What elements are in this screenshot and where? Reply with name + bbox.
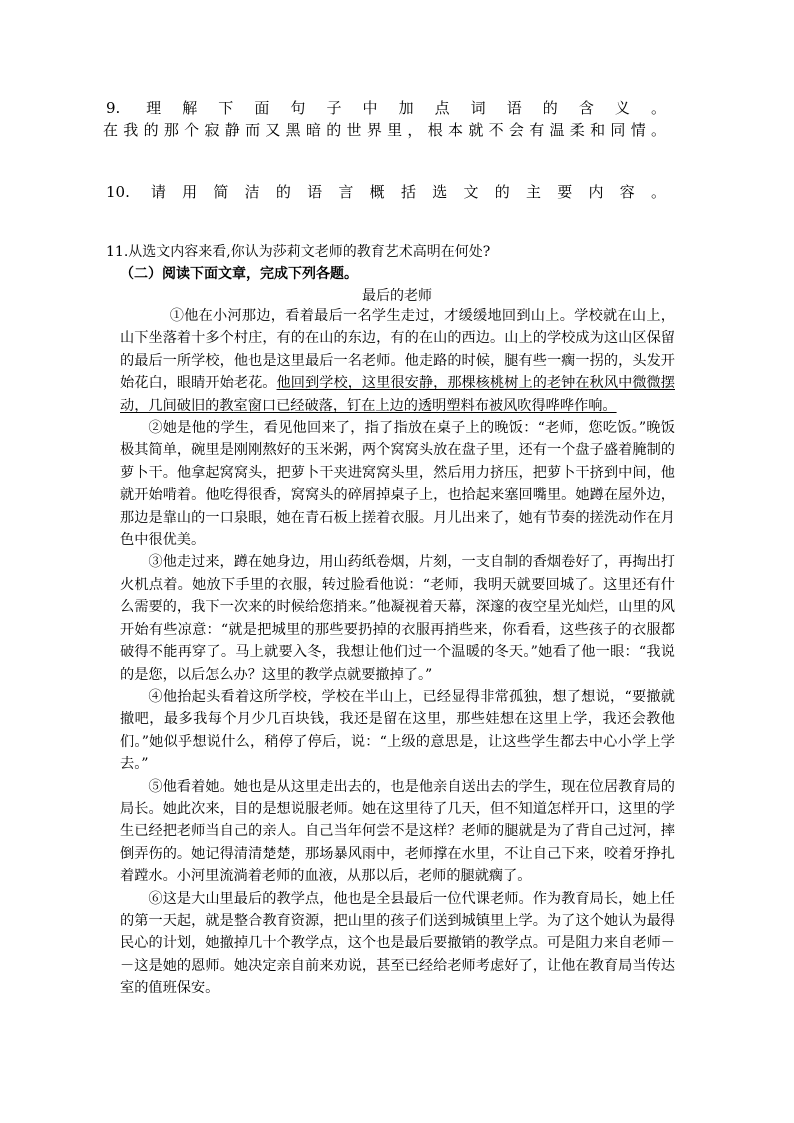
paragraph-1 (120, 305, 675, 417)
paragraph-5: ⑤他看着她。她也是从这里走出去的，也是他亲自送出去的学生，现在位居教育局的局长。她此次来，目的是想说服老师。她在这里待了几天，但不知道怎样开口，这里的学生已经把老师当自己的亲人。自己当年何尝不是这样？老师的腿就是为了背自己过河，摔倒弄伤的。她记得清清楚楚，那场暴风雨中，老师撑在水里，不让自己下来，咬着牙挣扎着蹚水。小河里流淌着老师的血液，从那以后，老师的腿就瘸了。 (120, 778, 675, 885)
paragraph-1-text: ①他在小河那边，看着最后一名学生走过，才缓缓地回到山上。学校就在山上，山下坐落着十多个村庄，有的在山的东边，有的在山的西边。山上的学校成为这山区保留的最后一所学校，他也是这里最后一名老师。他走路的时候，腿有些一瘸一拐的，头发开始花白，眼睛开始老花。 (120, 308, 675, 392)
question-10: 10. 请用简洁的语言概括选文的主要内容。 (106, 183, 666, 201)
paragraph-2: ②她是他的学生，看见他回来了，指了指放在桌子上的晚饭：“老师，您吃饭。”晚饭极其简单，碗里是刚刚熬好的玉米粥，两个窝窝头放在盘子里，还有一个盘子盛着腌制的萝卜干。他拿起窝窝头，把萝卜干夹进窝窝头里，然后用力挤压，把萝卜干挤到中间，他就开始啃着。他吃得很香，窝窝头的碎屑掉桌子上，也拾起来塞回嘴里。她蹲在屋外边，那边是靠山的一口泉眼，她在青石板上搓着衣服。月儿出来了，她有节奏的搓洗动作在月色中很优美。 (120, 420, 675, 549)
paragraph-4: ④他抬起头看着这所学校，学校在半山上，已经显得非常孤独，想了想说，“要撤就撤吧，最多我每个月少几百块钱，我还是留在这里，那些娃想在这里上学，我还会教他们。”她似乎想说什么，稍停了停后，说：“上级的意思是，让这些学生都去中心小学上学去。” (120, 688, 675, 773)
question-11: 11.从选文内容来看,你认为莎莉文老师的教育艺术高明在何处? (106, 244, 491, 260)
paragraph-3: ③他走过来，蹲在她身边，用山药纸卷烟，片刻，一支自制的香烟卷好了，再掏出打火机点着。她放下手里的衣服，转过脸看他说：“老师，我明天就要回城了。这里还有什么需要的，我下一次来的时候给您捎来。”他凝视着天幕，深邃的夜空星光灿烂，山里的风开始有些凉意：“就是把城里的那些要扔掉的衣服再捎些来，你看看，这些孩子的衣服都破得不能再穿了。马上就要入冬，我想让他们过一个温暖的冬天。”她看了他一眼：“我说的是您，以后怎么办？这里的教学点就要撤掉了。” (120, 554, 675, 683)
article-title: 最后的老师 (362, 288, 432, 304)
question-9-prompt: 9. 理解下面句子中加点词语的含义。 (106, 99, 666, 117)
paragraph-6: ⑥这是大山里最后的教学点，他也是全县最后一位代课老师。作为教育局长，她上任的第一天起，就是整合教育资源，把山里的孩子们送到城镇里上学。为了这个她认为最得民心的计划，她撤掉几十个教学点，这个也是最后要撤销的教学点。可是阻力来自老师－－这是她的恩师。她决定亲自前来劝说，甚至已经给老师考虑好了，让他在教育局当传达室的值班保安。 (120, 890, 675, 997)
question-9-sentence: 在我的那个寂静而又黑暗的世界里，根本就不会有温柔和同情。 (103, 121, 666, 139)
article-body (120, 305, 675, 1000)
paragraph-1-underlined-sentence: 他回到学校，这里很安静，那棵核桃树上的老钟在秋风中微微摆动，几间破旧的教室窗口已经破落，钉在上边的透明塑料布被风吹得哗哗作响。 (120, 375, 675, 414)
section-heading: （二）阅读下面文章，完成下列各题。 (120, 266, 358, 282)
